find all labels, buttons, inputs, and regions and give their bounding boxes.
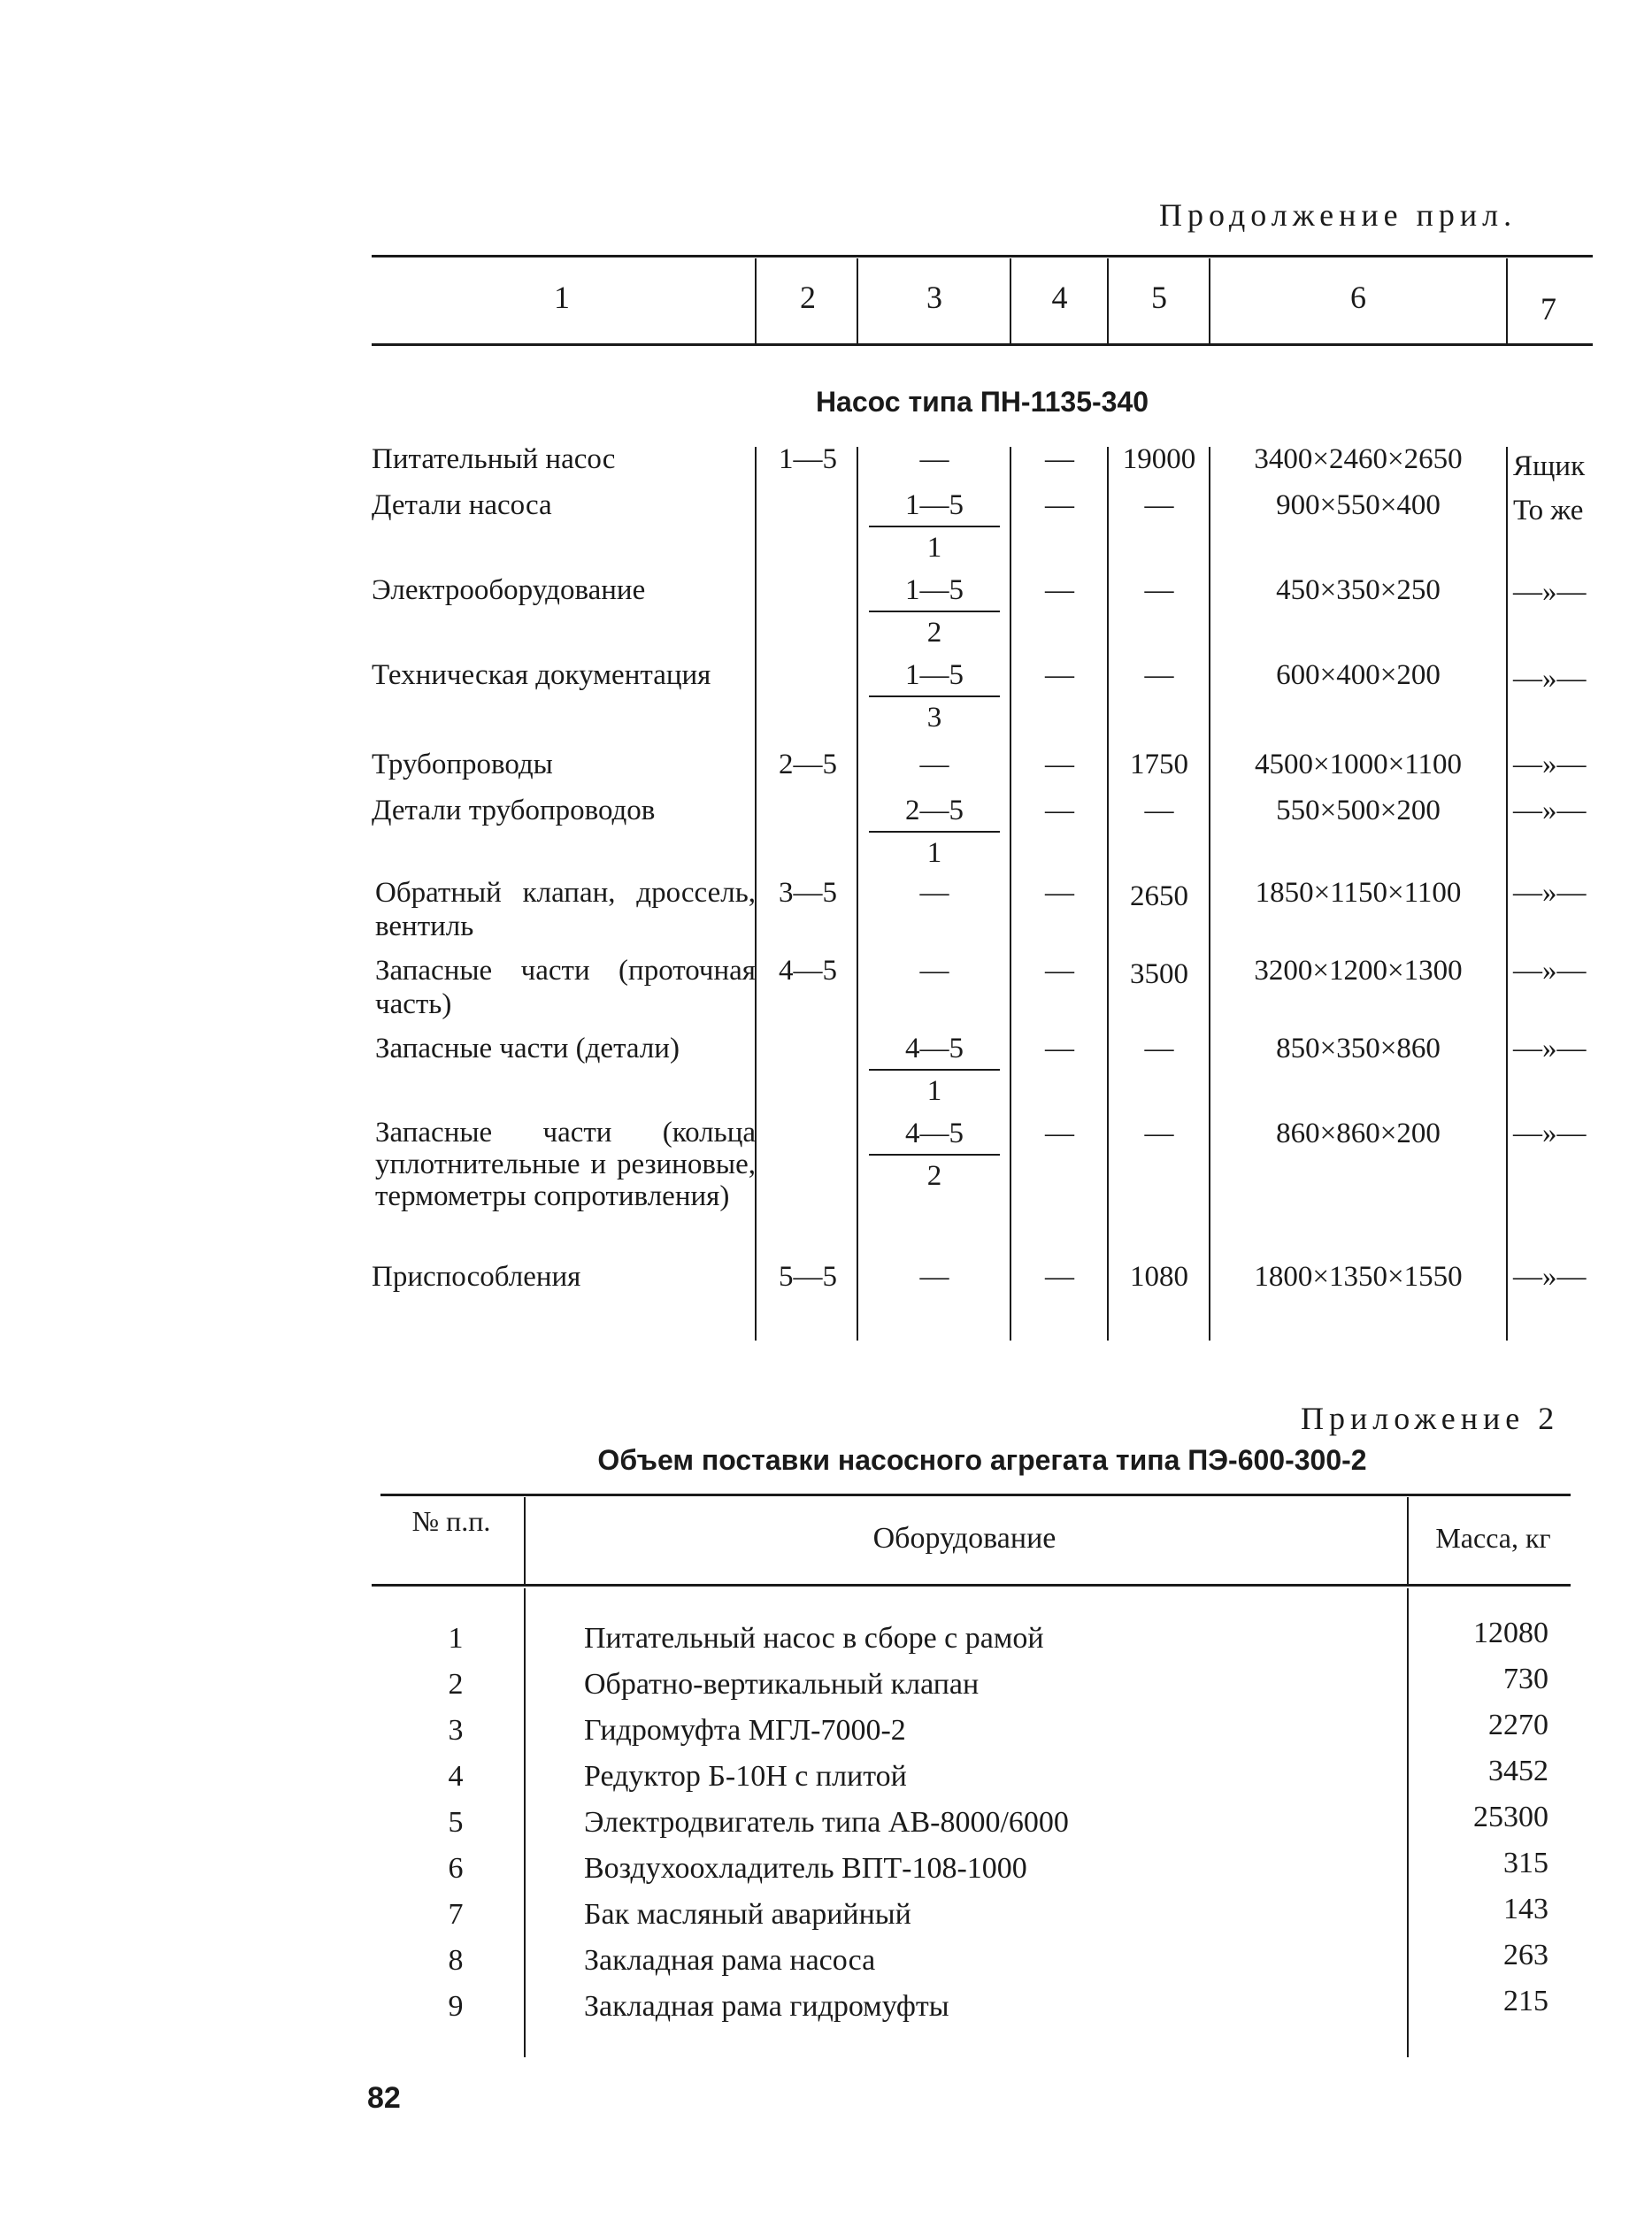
item-col6: 1800×1350×1550 bbox=[1254, 1261, 1463, 1293]
item-col6: 450×350×250 bbox=[1276, 574, 1441, 606]
section-title: Насос типа ПН-1135-340 bbox=[815, 386, 1149, 418]
fraction-denominator: 1 bbox=[926, 837, 942, 869]
item-col7: То же bbox=[1513, 495, 1584, 526]
row-number: 4 bbox=[448, 1760, 464, 1793]
col-header-7: 7 bbox=[1541, 291, 1556, 327]
row-equipment: Электродвигатель типа АВ-8000/6000 bbox=[584, 1806, 1069, 1839]
item-col4: — bbox=[1045, 489, 1074, 521]
row-mass: 143 bbox=[1503, 1893, 1548, 1925]
fraction-bar bbox=[869, 831, 1000, 833]
item-col5: 1750 bbox=[1130, 749, 1188, 780]
item-col3: — bbox=[919, 443, 949, 475]
row-number: 9 bbox=[448, 1990, 464, 2023]
body-divider bbox=[1107, 447, 1109, 1341]
item-col4: — bbox=[1045, 955, 1074, 987]
appendix-title: Объем поставки насосного агрегата типа ПЭ-600-300-2 bbox=[597, 1444, 1367, 1476]
item-col6: 900×550×400 bbox=[1276, 489, 1441, 521]
appendix-label: Приложение 2 bbox=[1301, 1401, 1560, 1436]
item-col7: —»— bbox=[1513, 1033, 1587, 1064]
table2-header-rule bbox=[372, 1584, 1571, 1587]
item-name: Запасные части (детали) bbox=[375, 1033, 680, 1064]
table1-top-rule bbox=[372, 255, 1593, 257]
item-col4: — bbox=[1045, 659, 1074, 691]
row-equipment: Закладная рама насоса bbox=[584, 1944, 876, 1977]
item-col3: — bbox=[919, 955, 949, 987]
item-name: Питательный насос bbox=[372, 443, 616, 475]
item-name: Обратный клапан, дроссель, вентиль bbox=[375, 877, 756, 942]
item-col6: 1850×1150×1100 bbox=[1255, 877, 1462, 909]
col-header-4: 4 bbox=[1051, 280, 1068, 315]
item-col3: — bbox=[919, 749, 949, 780]
row-mass: 3452 bbox=[1488, 1755, 1548, 1787]
item-col6: 550×500×200 bbox=[1276, 795, 1441, 826]
item-col6: 3400×2460×2650 bbox=[1254, 443, 1463, 475]
body-divider bbox=[1506, 447, 1508, 1341]
row-mass: 215 bbox=[1503, 1985, 1548, 2017]
fraction-bar bbox=[869, 695, 1000, 697]
item-col4: — bbox=[1045, 443, 1074, 475]
item-col3-fraction bbox=[860, 658, 1009, 734]
item-col7: —»— bbox=[1513, 1261, 1587, 1293]
page-number: 82 bbox=[367, 2081, 401, 2115]
item-col3: — bbox=[919, 877, 949, 909]
row-equipment: Гидромуфта МГЛ-7000-2 bbox=[584, 1714, 906, 1747]
col-header-3: 3 bbox=[926, 280, 942, 315]
item-col5: 1080 bbox=[1130, 1261, 1188, 1293]
item-name: Запасные части (кольца уплотнительные и резиновые, термометры сопротивления) bbox=[375, 1117, 756, 1212]
col-header-2: 2 bbox=[800, 280, 816, 315]
item-col2: 4—5 bbox=[779, 955, 837, 987]
fraction-numerator: 1—5 bbox=[905, 574, 964, 606]
item-col7: —»— bbox=[1513, 877, 1587, 909]
fraction-bar bbox=[869, 611, 1000, 612]
col-header-1: 1 bbox=[554, 280, 570, 315]
continuation-label: Продолжение прил. bbox=[1159, 197, 1518, 233]
item-name: Техническая документация bbox=[372, 659, 711, 691]
row-equipment: Закладная рама гидромуфты bbox=[584, 1990, 949, 2023]
fraction-denominator: 3 bbox=[926, 702, 942, 734]
fraction-denominator: 1 bbox=[926, 532, 942, 564]
item-col2: 1—5 bbox=[779, 443, 837, 475]
row-equipment: Редуктор Б-10Н с плитой bbox=[584, 1760, 907, 1793]
row-mass: 12080 bbox=[1473, 1617, 1548, 1649]
row-mass: 315 bbox=[1503, 1847, 1548, 1879]
item-col3-fraction bbox=[860, 794, 1009, 870]
fraction-denominator: 2 bbox=[926, 1160, 942, 1192]
col-header-5: 5 bbox=[1151, 280, 1167, 315]
row-equipment: Бак масляный аварийный bbox=[584, 1898, 911, 1931]
item-col7: —»— bbox=[1513, 1118, 1587, 1149]
row-mass: 730 bbox=[1503, 1663, 1548, 1695]
fraction-bar bbox=[869, 1154, 1000, 1156]
header-equipment: Оборудование bbox=[872, 1522, 1057, 1555]
table2-divider bbox=[1407, 1588, 1409, 2057]
header-mass: Масса, кг bbox=[1435, 1522, 1551, 1554]
row-number: 5 bbox=[448, 1806, 464, 1839]
item-col4: — bbox=[1045, 1118, 1074, 1149]
item-col4: — bbox=[1045, 1261, 1074, 1293]
item-col7: —»— bbox=[1513, 663, 1587, 695]
header-divider bbox=[1010, 258, 1011, 343]
item-name: Детали трубопроводов bbox=[372, 795, 656, 826]
item-col5: — bbox=[1144, 1033, 1174, 1064]
row-mass: 263 bbox=[1503, 1939, 1548, 1971]
item-col5: — bbox=[1144, 659, 1174, 691]
fraction-denominator: 1 bbox=[926, 1075, 942, 1107]
item-col7: —»— bbox=[1513, 749, 1587, 780]
item-col3-fraction bbox=[860, 1032, 1009, 1108]
row-number: 2 bbox=[448, 1668, 464, 1701]
body-divider bbox=[857, 447, 858, 1341]
item-col4: — bbox=[1045, 574, 1074, 606]
body-divider bbox=[1209, 447, 1210, 1341]
item-col3-fraction bbox=[860, 573, 1009, 649]
item-col2: 5—5 bbox=[779, 1261, 837, 1293]
header-number: № п.п. bbox=[411, 1505, 491, 1537]
col-header-6: 6 bbox=[1350, 280, 1366, 315]
row-number: 1 bbox=[448, 1622, 464, 1655]
table2-top-rule bbox=[380, 1494, 1571, 1496]
table2-divider bbox=[524, 1497, 526, 1584]
row-equipment: Воздухоохладитель ВПТ-108-1000 bbox=[584, 1852, 1027, 1885]
item-col7: Ящик bbox=[1513, 450, 1586, 482]
fraction-numerator: 4—5 bbox=[905, 1118, 964, 1149]
row-number: 3 bbox=[448, 1714, 464, 1747]
item-col6: 600×400×200 bbox=[1276, 659, 1441, 691]
row-equipment: Обратно-вертикальный клапан bbox=[584, 1668, 980, 1701]
item-col4: — bbox=[1045, 877, 1074, 909]
item-col5: 19000 bbox=[1122, 443, 1196, 475]
item-col5: — bbox=[1144, 574, 1174, 606]
item-col6: 860×860×200 bbox=[1276, 1118, 1441, 1149]
table1-header-rule bbox=[372, 343, 1593, 346]
body-divider bbox=[1010, 447, 1011, 1341]
header-divider bbox=[1209, 258, 1210, 343]
fraction-bar bbox=[869, 526, 1000, 527]
row-number: 6 bbox=[448, 1852, 464, 1885]
row-equipment: Питательный насос в сборе с рамой bbox=[584, 1622, 1044, 1655]
item-name: Детали насоса bbox=[372, 489, 552, 521]
item-col7: —»— bbox=[1513, 795, 1587, 826]
item-col3-fraction bbox=[860, 1117, 1009, 1193]
table2-divider bbox=[1407, 1497, 1409, 1584]
row-mass: 25300 bbox=[1473, 1801, 1548, 1833]
fraction-denominator: 2 bbox=[926, 617, 942, 649]
item-col6: 850×350×860 bbox=[1276, 1033, 1441, 1064]
item-col2: 3—5 bbox=[779, 877, 837, 909]
item-col6: 3200×1200×1300 bbox=[1254, 955, 1463, 987]
item-col5: — bbox=[1144, 1118, 1174, 1149]
item-col4: — bbox=[1045, 1033, 1074, 1064]
item-col3-fraction bbox=[860, 488, 1009, 565]
item-col4: — bbox=[1045, 749, 1074, 780]
item-col6: 4500×1000×1100 bbox=[1255, 749, 1462, 780]
fraction-numerator: 4—5 bbox=[905, 1033, 964, 1064]
item-col3: — bbox=[919, 1261, 949, 1293]
fraction-bar bbox=[869, 1069, 1000, 1071]
item-col7: —»— bbox=[1513, 576, 1587, 608]
header-divider bbox=[857, 258, 858, 343]
item-col5: 2650 bbox=[1130, 880, 1188, 912]
fraction-numerator: 1—5 bbox=[905, 659, 964, 691]
item-name: Приспособления bbox=[372, 1261, 581, 1293]
fraction-numerator: 2—5 bbox=[905, 795, 964, 826]
header-divider bbox=[1506, 258, 1508, 343]
item-col5: 3500 bbox=[1130, 958, 1188, 990]
fraction-numerator: 1—5 bbox=[905, 489, 964, 521]
item-col5: — bbox=[1144, 489, 1174, 521]
item-col4: — bbox=[1045, 795, 1074, 826]
item-name: Трубопроводы bbox=[372, 749, 553, 780]
row-mass: 2270 bbox=[1488, 1709, 1548, 1741]
item-col2: 2—5 bbox=[779, 749, 837, 780]
item-name: Электрооборудование bbox=[372, 574, 646, 606]
header-divider bbox=[755, 258, 757, 343]
row-number: 7 bbox=[448, 1898, 464, 1931]
header-divider bbox=[1107, 258, 1109, 343]
item-name: Запасные части (проточная часть) bbox=[375, 955, 756, 1020]
item-col7: —»— bbox=[1513, 955, 1587, 987]
row-number: 8 bbox=[448, 1944, 464, 1977]
item-col5: — bbox=[1144, 795, 1174, 826]
